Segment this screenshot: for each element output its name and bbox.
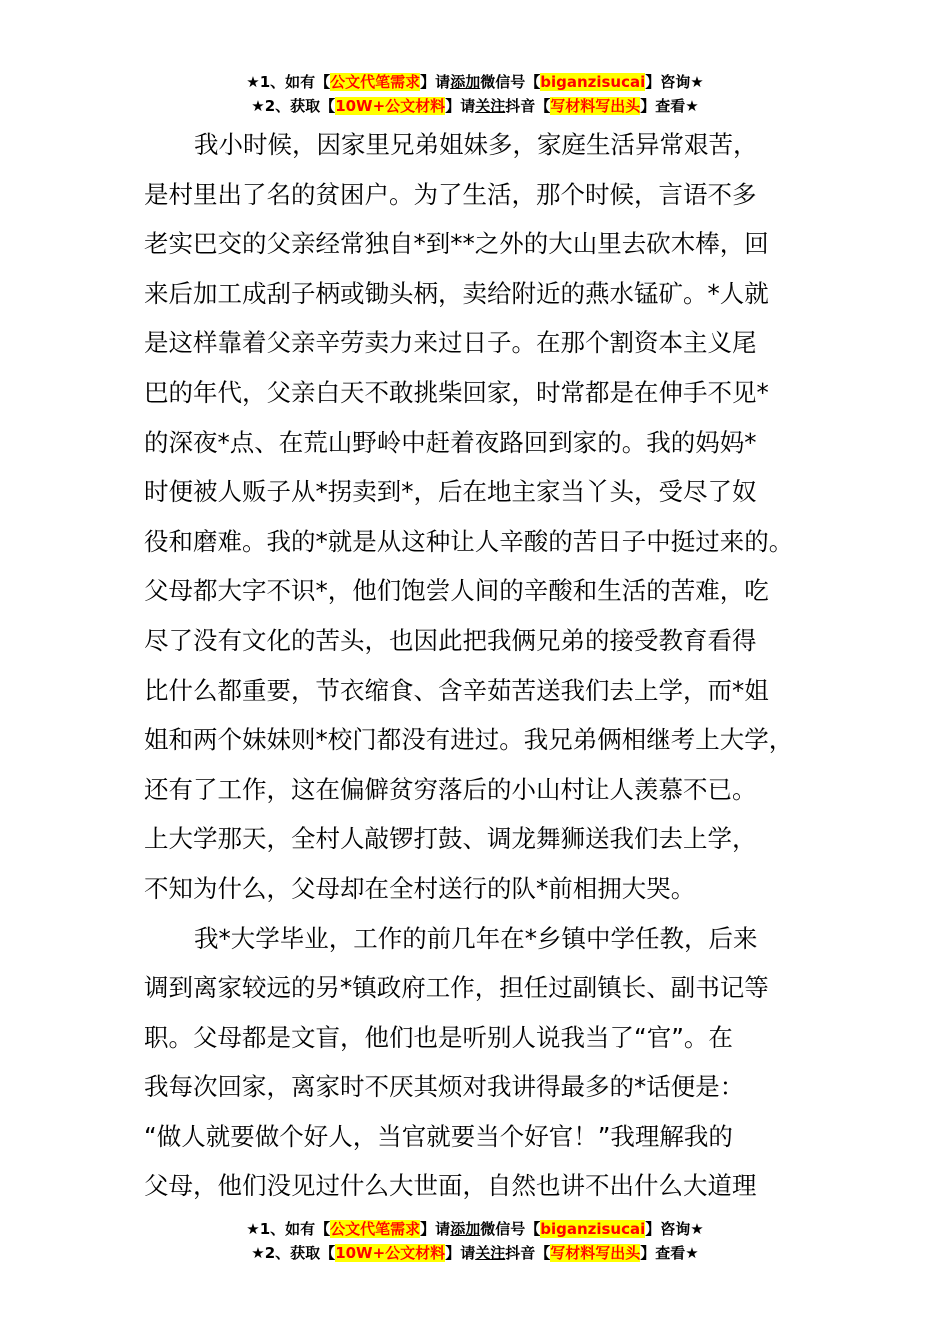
promo-text: ★1、如有【 bbox=[246, 1220, 331, 1238]
promo-underline: 关注 bbox=[475, 1244, 506, 1262]
promo-highlight-douyin-id: 写材料写出头 bbox=[550, 97, 641, 115]
promo-highlight: 10W+公文材料 bbox=[335, 1244, 446, 1262]
paragraph-line: 我*大学毕业，工作的前几年在*乡镇中学任教，后来 bbox=[194, 923, 758, 953]
paragraph-line: 是村里出了名的贫困户。为了生活，那个时候，言语不多 bbox=[144, 179, 757, 209]
paragraph-line: 我小时候，因家里兄弟姐妹多，家庭生活异常艰苦， bbox=[194, 130, 758, 159]
promo-text: ★2、获取【 bbox=[251, 1244, 336, 1262]
paragraph-line: 不知为什么，父母却在全村送行的队*前相拥大哭。 bbox=[144, 873, 696, 903]
promo-underline: 关注 bbox=[475, 97, 506, 115]
paragraph-line: 时便被人贩子从*拐卖到*，后在地主家当丫头，受尽了奴 bbox=[144, 477, 757, 507]
promo-text: 】查看★ bbox=[640, 1244, 699, 1262]
promo-text: 抖音【 bbox=[505, 1244, 551, 1262]
paragraph-line: 的深夜*点、在荒山野岭中赶着夜路回到家的。我的妈妈* bbox=[144, 427, 757, 457]
promo-underline: 添加 bbox=[450, 73, 481, 91]
promo-line-1 bbox=[0, 70, 950, 94]
promo-text: ★1、如有【 bbox=[246, 73, 331, 91]
promo-highlight: 公文代笔需求 bbox=[330, 1220, 421, 1238]
promo-text: ★2、获取【 bbox=[251, 97, 336, 115]
paragraph-line: 父母都大字不识*，他们饱尝人间的辛酸和生活的苦难，吃 bbox=[144, 576, 769, 606]
paragraph-line: 巴的年代，父亲白天不敢挑柴回家，时常都是在伸手不见* bbox=[144, 377, 769, 407]
paragraph-line: 尽了没有文化的苦头，也因此把我俩兄弟的接受教育看得 bbox=[144, 625, 757, 655]
paragraph-line: 职。父母都是文盲，他们也是听别人说我当了“官”。在 bbox=[144, 1022, 733, 1052]
paragraph-line: 还有了工作，这在偏僻贫穷落后的小山村让人羡慕不已。 bbox=[144, 774, 757, 804]
document-body bbox=[144, 120, 834, 1211]
paragraph-line: 役和磨难。我的*就是从这种让人辛酸的苦日子中挺过来的。 bbox=[144, 526, 794, 556]
promo-line-2 bbox=[0, 94, 950, 118]
paragraph-line: 比什么都重要，节衣缩食、含辛茹苦送我们去上学，而*姐 bbox=[144, 675, 769, 705]
promo-highlight: 10W+公文材料 bbox=[335, 97, 446, 115]
promo-text: 】请 bbox=[420, 1220, 451, 1238]
promo-line-2 bbox=[0, 1241, 950, 1265]
promo-text: 微信号【 bbox=[480, 1220, 541, 1238]
promo-text: 】查看★ bbox=[640, 97, 699, 115]
promo-highlight-wechat-id: biganzisucai bbox=[540, 1220, 646, 1238]
paragraph-line: 父母，他们没见过什么大世面，自然也讲不出什么大道理 bbox=[144, 1171, 757, 1201]
promo-text: 】请 bbox=[445, 1244, 476, 1262]
promo-highlight-douyin-id: 写材料写出头 bbox=[550, 1244, 641, 1262]
paragraph-line: 姐和两个妹妹则*校门都没有进过。我兄弟俩相继考上大学， bbox=[144, 725, 794, 755]
promo-text: 】咨询★ bbox=[645, 1220, 704, 1238]
promo-underline: 添加 bbox=[450, 1220, 481, 1238]
paragraph-line: 我每次回家，离家时不厌其烦对我讲得最多的*话便是： bbox=[144, 1072, 745, 1102]
paragraph-line: 上大学那天，全村人敲锣打鼓、调龙舞狮送我们去上学， bbox=[144, 824, 757, 854]
promo-text: 】咨询★ bbox=[645, 73, 704, 91]
footer-promo-banner bbox=[0, 1217, 950, 1265]
paragraph-line: 老实巴交的父亲经常独自*到**之外的大山里去砍木棒，回 bbox=[144, 229, 769, 259]
promo-highlight-wechat-id: biganzisucai bbox=[540, 73, 646, 91]
promo-highlight: 公文代笔需求 bbox=[330, 73, 421, 91]
paragraph-line: 调到离家较远的另*镇政府工作，担任过副镇长、副书记等 bbox=[144, 973, 769, 1003]
promo-text: 抖音【 bbox=[505, 97, 551, 115]
paragraph-line: 来后加工成刮子柄或锄头柄，卖给附近的燕水锰矿。*人就 bbox=[144, 278, 769, 308]
paragraph-line: 是这样靠着父亲辛劳卖力来过日子。在那个割资本主义尾 bbox=[144, 328, 757, 358]
promo-text: 】请 bbox=[445, 97, 476, 115]
paragraph-line: “做人就要做个好人，当官就要当个好官！”我理解我的 bbox=[144, 1121, 733, 1151]
promo-text: 】请 bbox=[420, 73, 451, 91]
promo-text: 微信号【 bbox=[480, 73, 541, 91]
promo-line-1 bbox=[0, 1217, 950, 1241]
header-promo-banner bbox=[0, 70, 950, 118]
